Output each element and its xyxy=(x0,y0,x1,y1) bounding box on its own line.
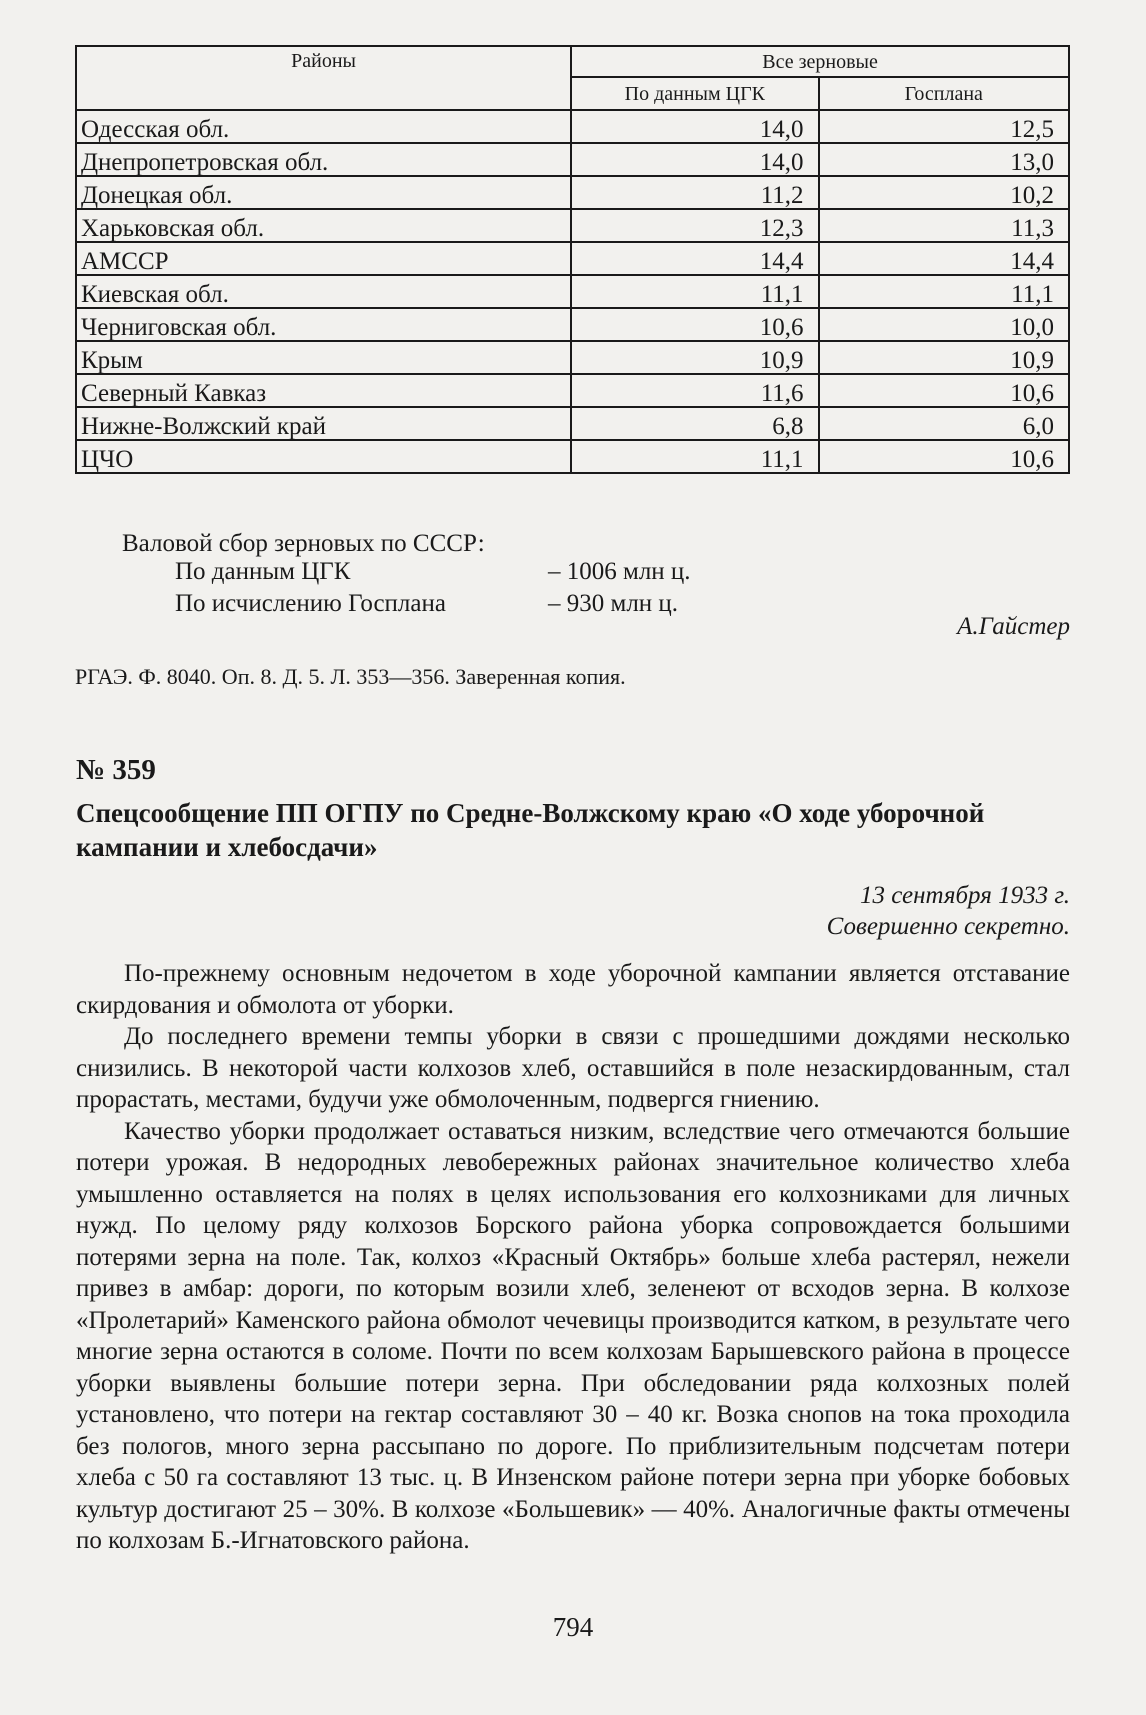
table-row xyxy=(76,110,1069,143)
gross-tsgk-label: По данным ЦГК xyxy=(175,558,351,585)
table-row xyxy=(76,275,1069,308)
tsgk-value: 12,3 xyxy=(571,209,818,242)
region-name: ЦЧО xyxy=(76,440,571,473)
document-classification: Совершенно секретно. xyxy=(826,913,1070,940)
archive-source: РГАЭ. Ф. 8040. Оп. 8. Д. 5. Л. 353—356. Заверенная копия. xyxy=(75,664,626,689)
region-name: Северный Кавказ xyxy=(76,374,571,407)
table-row xyxy=(76,440,1069,473)
gross-gosplan-label: По исчислению Госплана xyxy=(175,590,446,617)
tsgk-value: 11,2 xyxy=(571,176,818,209)
header-all-grain: Все зерновые xyxy=(571,46,1069,77)
document-body xyxy=(76,958,1070,1557)
region-name: Днепропетровская обл. xyxy=(76,143,571,176)
gosplan-value: 10,6 xyxy=(819,440,1069,473)
region-name: Киевская обл. xyxy=(76,275,571,308)
gosplan-value: 10,6 xyxy=(819,374,1069,407)
header-gosplan: Госплана xyxy=(819,77,1069,110)
header-districts: Районы xyxy=(76,46,571,110)
table-row xyxy=(76,341,1069,374)
tsgk-value: 10,9 xyxy=(571,341,818,374)
gross-tsgk-value: – 1006 млн ц. xyxy=(548,558,691,585)
gosplan-value: 14,4 xyxy=(819,242,1069,275)
region-name: Одесская обл. xyxy=(76,110,571,143)
region-name: Нижне-Волжский край xyxy=(76,407,571,440)
gosplan-value: 6,0 xyxy=(819,407,1069,440)
table-row xyxy=(76,242,1069,275)
page-number: 794 xyxy=(552,1612,594,1642)
tsgk-value: 10,6 xyxy=(571,308,818,341)
gross-harvest-title: Валовой сбор зерновых по СССР: xyxy=(122,530,485,557)
table-row xyxy=(76,143,1069,176)
grain-yield-table xyxy=(75,45,1070,474)
tsgk-value: 14,0 xyxy=(571,110,818,143)
signature: А.Гайстер xyxy=(957,613,1070,640)
header-by-tsgk: По данным ЦГК xyxy=(571,77,818,110)
gross-gosplan-value: – 930 млн ц. xyxy=(548,590,679,617)
region-name: Донецкая обл. xyxy=(76,176,571,209)
region-name: АМССР xyxy=(76,242,571,275)
paragraph: До последнего времени темпы уборки в связи с прошедшими дождями несколько снизились. В некоторой части колхозов хлеб, оставшийся в поле незаскирдованным, стал прорастать, местами, будучи уже обмолоченным, подвергся гниению. xyxy=(76,1023,1070,1113)
gosplan-value: 10,9 xyxy=(819,341,1069,374)
gosplan-value: 10,0 xyxy=(819,308,1069,341)
gosplan-value: 11,3 xyxy=(819,209,1069,242)
tsgk-value: 14,4 xyxy=(571,242,818,275)
paragraph: Качество уборки продолжает оставаться низким, вследствие чего отмечаются большие потери урожая. В недородных левобережных районах значительное количество хлеба умышленно оставляется на полях в целях использования его колхозниками для личных нужд. По целому ряду колхозов Борского района уборка сопровождается большими потерями зерна на поле. Так, колхоз «Красный Октябрь» больше хлеба растерял, нежели привез в амбар: дороги, по которым возили хлеб, зеленеют от всходов зерна. В колхозе «Пролетарий» Каменского района обмолот чечевицы производится катком, в результате чего многие зерна остаются в соломе. Почти по всем колхозам Барышевского района в процессе уборки выявлены большие потери зерна. При обследовании ряда колхозных полей установлено, что потери на гектар составляют 30 – 40 кг. Возка снопов на тока проходила без пологов, много зерна рассыпано по дороге. По приблизительным подсчетам потери хлеба с 50 га составляют 13 тыс. ц. В Инзенском районе потери зерна при уборке бобовых культур достигают 25 – 30%. В колхозе «Большевик» — 40%. Аналогичные факты отмечены по колхозам Б.-Игнатовского района. xyxy=(76,1117,1070,1554)
gosplan-value: 13,0 xyxy=(819,143,1069,176)
tsgk-value: 14,0 xyxy=(571,143,818,176)
table-row xyxy=(76,374,1069,407)
gosplan-value: 11,1 xyxy=(819,275,1069,308)
region-name: Крым xyxy=(76,341,571,374)
region-name: Черниговская обл. xyxy=(76,308,571,341)
tsgk-value: 11,6 xyxy=(571,374,818,407)
tsgk-value: 11,1 xyxy=(571,440,818,473)
tsgk-value: 11,1 xyxy=(571,275,818,308)
tsgk-value: 6,8 xyxy=(571,407,818,440)
document-number: № 359 xyxy=(76,754,156,786)
document-date: 13 сентября 1933 г. xyxy=(859,882,1070,909)
gosplan-value: 12,5 xyxy=(819,110,1069,143)
document-title: Спецсообщение ПП ОГПУ по Средне-Волжскому краю «О ходе уборочной кампании и хлебосдачи» xyxy=(76,798,985,862)
paragraph: По-прежнему основным недочетом в ходе уборочной кампании является отставание скирдования и обмолота от уборки. xyxy=(76,960,1070,1019)
region-name: Харьковская обл. xyxy=(76,209,571,242)
gosplan-value: 10,2 xyxy=(819,176,1069,209)
table-row xyxy=(76,209,1069,242)
table-row xyxy=(76,407,1069,440)
table-row xyxy=(76,176,1069,209)
table-row xyxy=(76,308,1069,341)
